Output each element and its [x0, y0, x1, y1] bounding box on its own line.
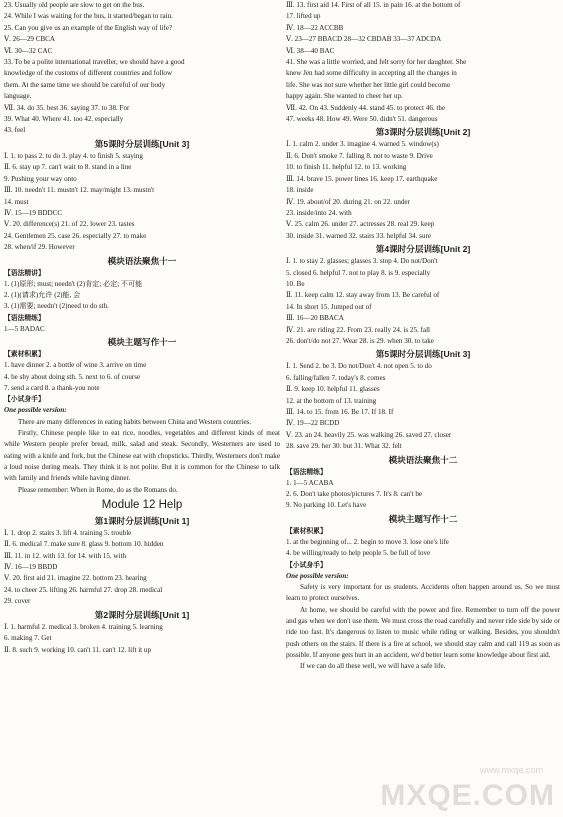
section-tag: 【素材积累】 — [286, 527, 327, 535]
answer-line: Ⅲ. 13. first aid 14. First of all 15. in pain 16. at the bottom of — [286, 1, 461, 9]
answer-line: Ⅱ. 6. Don't smoke 7. falling 8. not to waste 9. Drive — [286, 151, 433, 160]
answer-line: 39. What 40. Where 41. too 42. especially — [4, 115, 124, 124]
essay-paragraph: There are many differences in eating habits between China and Western countries. — [18, 417, 252, 426]
answer-line: Ⅲ. 14. to 15. from 16. Be 17. If 18. If — [286, 408, 394, 416]
answer-line: Ⅲ. 16—20 BBACA — [286, 314, 344, 323]
answer-line: Ⅰ. 1. Send 2. be 3. Do not/Don't 4. not open 5. to do — [286, 362, 432, 371]
answer-line: 23. inside/into 24. with — [286, 208, 352, 217]
answer-line: 23. Usually old people are slow to get on the bus. — [4, 1, 145, 9]
answer-line: 5. closed 6. helpful 7. not to play 8. is 9. especially — [286, 268, 431, 277]
answer-line: Ⅰ. 1. drop 2. stairs 3. lift 4. training 5. trouble — [4, 528, 132, 537]
section-heading: 模块语法聚焦十二 — [388, 454, 458, 465]
answer-line: 24. While I was waiting for the bus, it started/began to rain. — [4, 12, 173, 21]
right-column — [286, 0, 560, 672]
answer-line: Ⅴ. 26—29 CBCA — [4, 35, 56, 44]
answer-line: 14. must — [4, 197, 29, 206]
answer-line: Ⅱ. 9. keep 10. helpful 11. glasses — [286, 385, 380, 394]
section-tag: 【语法精讲】 — [4, 269, 45, 277]
answer-line: 7. send a card 8. a thank-you note — [4, 383, 100, 392]
answer-line: Ⅴ. 23—27 BBACD 28—32 CBDAB 33—37 ADCDA — [286, 35, 442, 44]
answer-line: 29. cover — [4, 597, 31, 606]
section-heading: 第1课时分层训练[Unit 1] — [94, 515, 190, 526]
answer-line: Ⅴ. 20. first aid 21. imagine 22. bottom 23. hearing — [4, 574, 147, 583]
answer-line: Ⅱ. 11. keep calm 12. stay away from 13. Be careful of — [286, 291, 440, 300]
watermark-url: www.mxqe.com — [479, 765, 543, 775]
answer-line: 18. inside — [286, 186, 314, 195]
answer-line: 9. No parking 10. Let's have — [286, 501, 367, 510]
answer-line: 28. save 29. her 30. but 31. What 32. felt — [286, 442, 402, 451]
watermark-logo: MXQE.COM — [380, 779, 555, 812]
answer-line: Ⅱ. 8. such 9. working 10. can't 11. can't 12. lift it up — [4, 645, 151, 654]
section-heading: 第5课时分层训练[Unit 3] — [94, 138, 190, 149]
answer-line: Ⅰ. 1. harmful 2. medical 3. broken 4. training 5. learning — [4, 622, 163, 631]
section-heading: 模块主题写作十一 — [107, 337, 177, 348]
section-heading: 模块主题写作十二 — [388, 513, 458, 524]
answer-line: 24. Gentlemen 25. case 26. especially 27. to make — [4, 231, 147, 240]
answer-line: 4. be willing/ready to help people 5. be full of love — [286, 549, 431, 558]
answer-line: 2. 6. Don't take photos/pictures 7. It's 8. can't be — [286, 490, 423, 499]
answer-line: Ⅳ. 16—19 BBDD — [4, 563, 58, 572]
answer-line: 10. Be — [286, 279, 305, 288]
answer-line: 33. To be a polite international traveller, we should have a good — [4, 58, 185, 67]
section-tag: 【小试身手】 — [4, 396, 45, 404]
version-label: One possible version: — [286, 571, 349, 580]
answer-line: 6. falling/fallen 7. today's 8. comes — [286, 373, 386, 382]
answer-line: 17. lifted up — [286, 12, 321, 21]
answer-line: 41. She was a little worried, and felt sorry for her daughter. She — [286, 58, 467, 67]
section-heading: 第5课时分层训练[Unit 3] — [375, 349, 471, 360]
answer-line: 1. (1)原形; must; needn't (2)肯定; 必定; 不可能 — [4, 279, 143, 288]
answer-line: Ⅴ. 20. difference(s) 21. of 22. lower 23. tastes — [4, 220, 135, 229]
answer-line: knew Jen had some difficulty in accepting all the changes in — [286, 69, 457, 78]
answer-line: 9. Pushing your way onto — [4, 174, 77, 183]
answer-line: 1. have dinner 2. a bottle of wine 3. arrive on time — [4, 361, 147, 370]
answer-line: 43. feel — [4, 126, 26, 135]
answer-line: Ⅴ. 25. calm 26. under 27. actresses 28. real 29. keep — [286, 220, 435, 229]
answer-line: 6. making 7. Get — [4, 634, 52, 643]
answer-line: 1. 1—5 ACABA — [286, 478, 334, 487]
answer-line: 1—5 BADAC — [4, 324, 45, 333]
answer-line: 26. don't/do not 27. Wear 28. is 29. when 30. to take — [286, 336, 434, 345]
answer-line: Ⅶ. 34. do 35. best 36. saying 37. to 38. For — [4, 103, 130, 112]
answer-line: life. She was not sure whether her little girl could become — [286, 80, 451, 89]
answer-line: Ⅵ. 30—32 CAC — [4, 46, 53, 55]
answer-line: Ⅱ. 6. stay up 7. can't wait to 8. stand in a line — [4, 163, 132, 172]
answer-line: 2. (1)(请求)允许 (2)能, 会 — [4, 290, 81, 299]
answer-line: 47. weeks 48. How 49. Were 50. didn't 51. dangerous — [286, 115, 438, 124]
essay-paragraph: Please remember: When in Rome, do as the Romans do. — [18, 485, 178, 494]
answer-line: knowledge of the customs of different countries and follow — [4, 69, 173, 78]
answer-line: Ⅰ. 1. calm 2. under 3. imagine 4. warned 5. window(s) — [286, 140, 439, 149]
answer-line: 28. when/if 29. However — [4, 243, 75, 252]
answer-line: language. — [4, 92, 32, 101]
answer-line: 4. be shy about doing sth. 5. next to 6. of course — [4, 372, 141, 381]
essay-paragraph: At home, we should be careful with the power and fire. Remember to turn off the power and gas when we don't use them. We must cross the road carefully and never ride side by side or ride too fast. It's dangerous to listen to music while riding or walking. Besides, you shouldn't push others on the stairs. If there is a fire at school, we should stay calm and call 119 as soon as possible. If anyone gets hurt in an accident, we'd better learn some knowledge about first aid. — [286, 605, 560, 659]
version-label: One possible version: — [4, 406, 67, 415]
module-title: Module 12 Help — [101, 498, 183, 511]
answer-line: Ⅱ. 6. medical 7. make sure 8. glass 9. bottom 10. hidden — [4, 540, 164, 549]
essay-paragraph: Firstly, Chinese people like to eat rice, noodles, vegetables and different kinds of meat while Western people prefer bread, milk, salad and steak. Secondly, Westerners are used to eating with a knife and fork, but the Chinese eat with chopsticks. Thirdly, Westerners don't make a loud noise during meals. They think it is not polite. But it is common for the Chinese to talk with family and friends while having dinner. — [4, 429, 280, 483]
answer-line: 25. Can you give us an example of the English way of life? — [4, 23, 173, 32]
answer-line: 3. (1)需要; needn't (2)need to do sth. — [4, 302, 109, 311]
answer-line: 14. In short 15. Jumped out of — [286, 302, 372, 311]
section-heading: 第4课时分层训练[Unit 2] — [375, 244, 471, 255]
answer-line: Ⅳ. 18—22 ACCBB — [286, 23, 344, 32]
answer-line: Ⅳ. 15—19 BDDCC — [4, 208, 63, 217]
answer-line: 1. at the beginning of... 2. begin to move 3. lose one's life — [286, 537, 449, 546]
answer-line: Ⅳ. 19. about/of 20. during 21. on 22. under — [286, 197, 410, 206]
answer-line: Ⅰ. 1. to stay 2. glasses; glasses 3. stop 4. Do not/Don't — [286, 257, 438, 266]
answer-line: Ⅲ. 14. brave 15. power lines 16. keep 17. earthquake — [286, 174, 438, 183]
answer-line: 10. to finish 11. helpful 12. to 13. working — [286, 163, 407, 172]
answer-line: Ⅳ. 21. are riding 22. From 23. really 24. is 25. fall — [286, 325, 431, 334]
answer-line: Ⅲ. 10. needn't 11. mustn't 12. may/might 13. mustn't — [4, 186, 155, 195]
section-heading: 第3课时分层训练[Unit 2] — [375, 127, 471, 138]
answer-line: Ⅵ. 38—40 BAC — [286, 46, 335, 55]
left-column — [4, 0, 280, 656]
answer-line: Ⅶ. 42. On 43. Suddenly 44. stand 45. to protect 46. the — [286, 103, 446, 112]
answer-line: them. At the same time we should be careful of our body — [4, 80, 166, 89]
answer-line: Ⅰ. 1. to pass 2. to do 3. play 4. to finish 5. staying — [4, 151, 143, 160]
answer-line: Ⅲ. 11. in 12. with 13. for 14. with 15. with — [4, 551, 127, 560]
answer-line: 12. at the bottom of 13. training — [286, 396, 377, 405]
section-heading: 第2课时分层训练[Unit 1] — [94, 609, 190, 620]
answer-line: Ⅴ. 23. an 24. heavily 25. was walking 26. saved 27. closer — [286, 430, 452, 439]
answer-line: 30. inside 31. warned 32. stairs 33. helpful 34. sure — [286, 231, 432, 240]
answer-line: Ⅳ. 19—22 BCDD — [286, 419, 340, 428]
essay-paragraph: If we can do all these well, we will have a safe life. — [300, 662, 446, 671]
essay-paragraph: Safety is very important for us students. Accidents often happen around us. So we must learn to protect ourselves. — [286, 583, 560, 603]
section-tag: 【素材积累】 — [4, 351, 45, 359]
answer-line: 24. to cheer 25. lifting 26. harmful 27. drop 28. medical — [4, 585, 163, 594]
section-tag: 【语法精练】 — [4, 314, 45, 322]
section-heading: 模块语法聚焦十一 — [107, 255, 177, 266]
section-tag: 【语法精练】 — [286, 468, 327, 476]
answer-line: happy again. She wanted to cheer her up. — [286, 92, 403, 101]
section-tag: 【小试身手】 — [286, 561, 327, 569]
